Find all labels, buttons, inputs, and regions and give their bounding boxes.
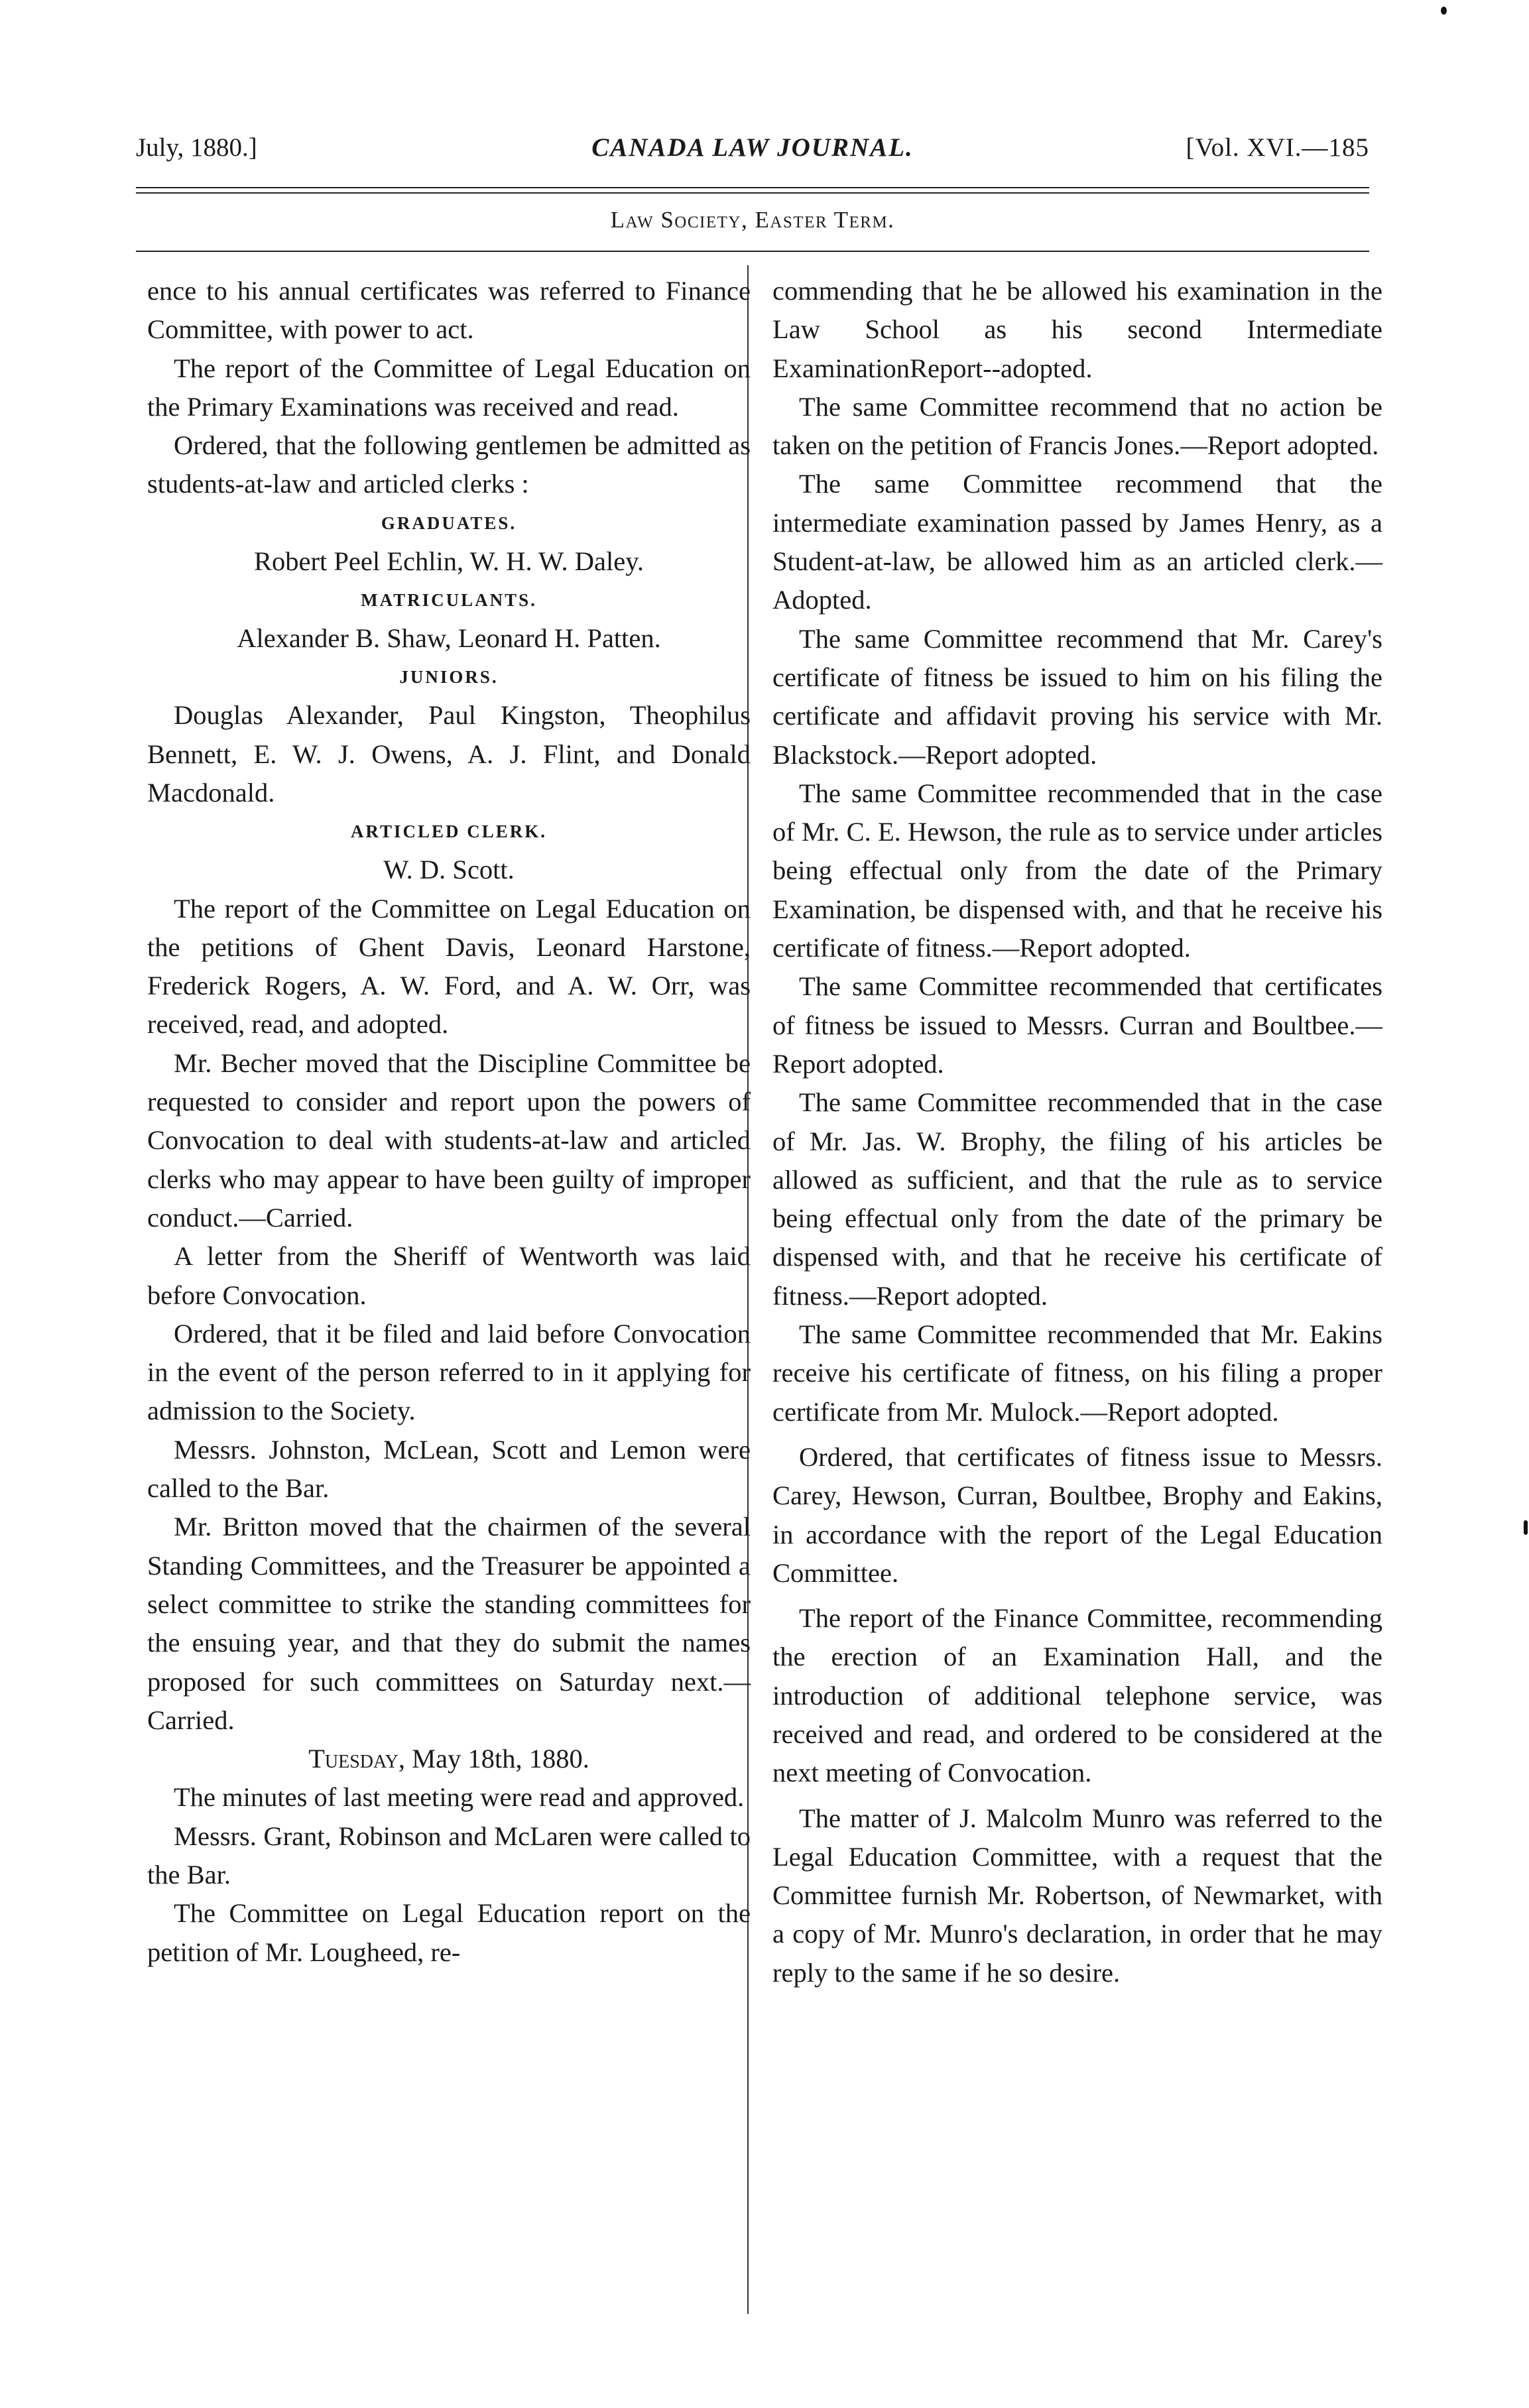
paragraph: The matter of J. Malcolm Munro was referred to the Legal Education Committee, with a request that the Committee furnish Mr. Robertson, of Newmarket, with a copy of Mr. Munro's declaration, in order that he may reply to the same if he so desire. (772, 1803, 1382, 1988)
meeting-date-rest: , May 18th, 1880. (398, 1744, 589, 1774)
journal-title: CANADA LAW JOURNAL. (591, 133, 914, 162)
paragraph: Douglas Alexander, Paul Kingston, Theophilus Bennett, E. W. J. Owens, A. J. Flint, and Donald Macdonald. (147, 700, 751, 808)
ink-speck (1441, 7, 1447, 15)
meeting-date (147, 1740, 751, 1778)
right-column (772, 272, 1382, 1992)
paragraph: A letter from the Sheriff of Wentworth was laid before Convocation. (147, 1241, 751, 1310)
paragraph: Messrs. Grant, Robinson and McLaren were called to the Bar. (147, 1821, 751, 1890)
ink-speck (1524, 1520, 1528, 1535)
paragraph: The same Committee recommended that in the case of Mr. C. E. Hewson, the rule as to service under articles being effectual only from the date of the Primary Examination, be dispensed with, and that he receive his certificate of fitness.—Report adopted. (772, 778, 1382, 963)
paragraph: Messrs. Johnston, McLean, Scott and Lemon were called to the Bar. (147, 1434, 751, 1504)
paragraph: Mr. Britton moved that the chairmen of the several Standing Committees, and the Treasurer be appointed a select committee to strike the standing committees for the ensuing year, and that they do submit the names proposed for such committees on Saturday next.—Carried. (147, 1512, 751, 1735)
list-heading: MATRICULANTS. (361, 590, 537, 611)
section-title: Law Society, Easter Term. (610, 207, 895, 233)
paragraph: The same Committee recommend that no action be taken on the petition of Francis Jones.—Report adopted. (772, 391, 1382, 461)
section-rule (136, 251, 1369, 252)
paragraph: The report of the Finance Committee, recommending the erection of an Examination Hall, and the introduction of additional telephone service, was received and read, and ordered to be considered at the next meeting of Convocation. (772, 1603, 1382, 1788)
paragraph: Mr. Becher moved that the Discipline Committee be requested to consider and report upon the powers of Convocation to deal with students-at-law and articled clerks who may appear to have been guilty of improper conduct.—Carried. (147, 1048, 751, 1233)
left-column (147, 272, 751, 1972)
paragraph: commending that he be allowed his examination in the Law School as his second Intermediate ExaminationReport--adopted. (772, 276, 1382, 383)
paragraph: The same Committee recommend that Mr. Carey's certificate of fitness be issued to him on his filing the certificate and affidavit proving his service with Mr. Blackstock.—Report adopted. (772, 623, 1382, 770)
running-header (136, 133, 1369, 172)
volume-page-number: [Vol. XVI.—185 (1186, 133, 1369, 162)
paragraph: The minutes of last meeting were read and approved. (174, 1782, 745, 1813)
name-list: Alexander B. Shaw, Leonard H. Patten. (237, 623, 661, 654)
header-date: July, 1880.] (136, 133, 257, 162)
list-heading: GRADUATES. (381, 512, 517, 533)
paragraph: The report of the Committee on Legal Education on the petitions of Ghent Davis, Leonard Harstone, Frederick Rogers, A. W. Ford, and A. W. Orr, was received, read, and adopted. (147, 893, 751, 1040)
paragraph: The same Committee recommended that certificates of fitness be issued to Messrs. Curran and Boultbee.—Report adopted. (772, 971, 1382, 1079)
list-heading: JUNIORS. (399, 667, 499, 688)
meeting-day: Tuesday (308, 1744, 398, 1774)
paragraph: ence to his annual certificates was referred to Finance Committee, with power to act. (147, 276, 751, 345)
list-heading: ARTICLED CLERK. (350, 821, 548, 842)
paragraph: Ordered, that the following gentlemen be admitted as students-at-law and articled clerks : (147, 430, 751, 499)
name-list: W. D. Scott. (383, 855, 515, 885)
paragraph: The Committee on Legal Education report on the petition of Mr. Lougheed, re- (147, 1898, 751, 1967)
paragraph: Ordered, that certificates of fitness issue to Messrs. Carey, Hewson, Curran, Boultbee, Brophy and Eakins, in accordance with the report of the Legal Education Committee. (772, 1441, 1382, 1588)
paragraph: The same Committee recommend that the intermediate examination passed by James Henry, as a Student-at-law, be allowed him as an articled clerk.—Adopted. (772, 469, 1382, 615)
name-list: Robert Peel Echlin, W. H. W. Daley. (254, 546, 644, 576)
paragraph: Ordered, that it be filed and laid before Convocation in the event of the person referred to in it applying for admission to the Society. (147, 1318, 751, 1426)
header-double-rule (136, 187, 1369, 194)
paragraph: The same Committee recommended that in the case of Mr. Jas. W. Brophy, the filing of his articles be allowed as sufficient, and that the rule as to service being effectual only from the date of the primary be dispensed with, and that he receive his certificate of fitness.—Report adopted. (772, 1087, 1382, 1311)
paragraph: The report of the Committee of Legal Education on the Primary Examinations was received and read. (147, 353, 751, 422)
paragraph: The same Committee recommended that Mr. Eakins receive his certificate of fitness, on his filing a proper certificate from Mr. Mulock.—Report adopted. (772, 1319, 1382, 1427)
